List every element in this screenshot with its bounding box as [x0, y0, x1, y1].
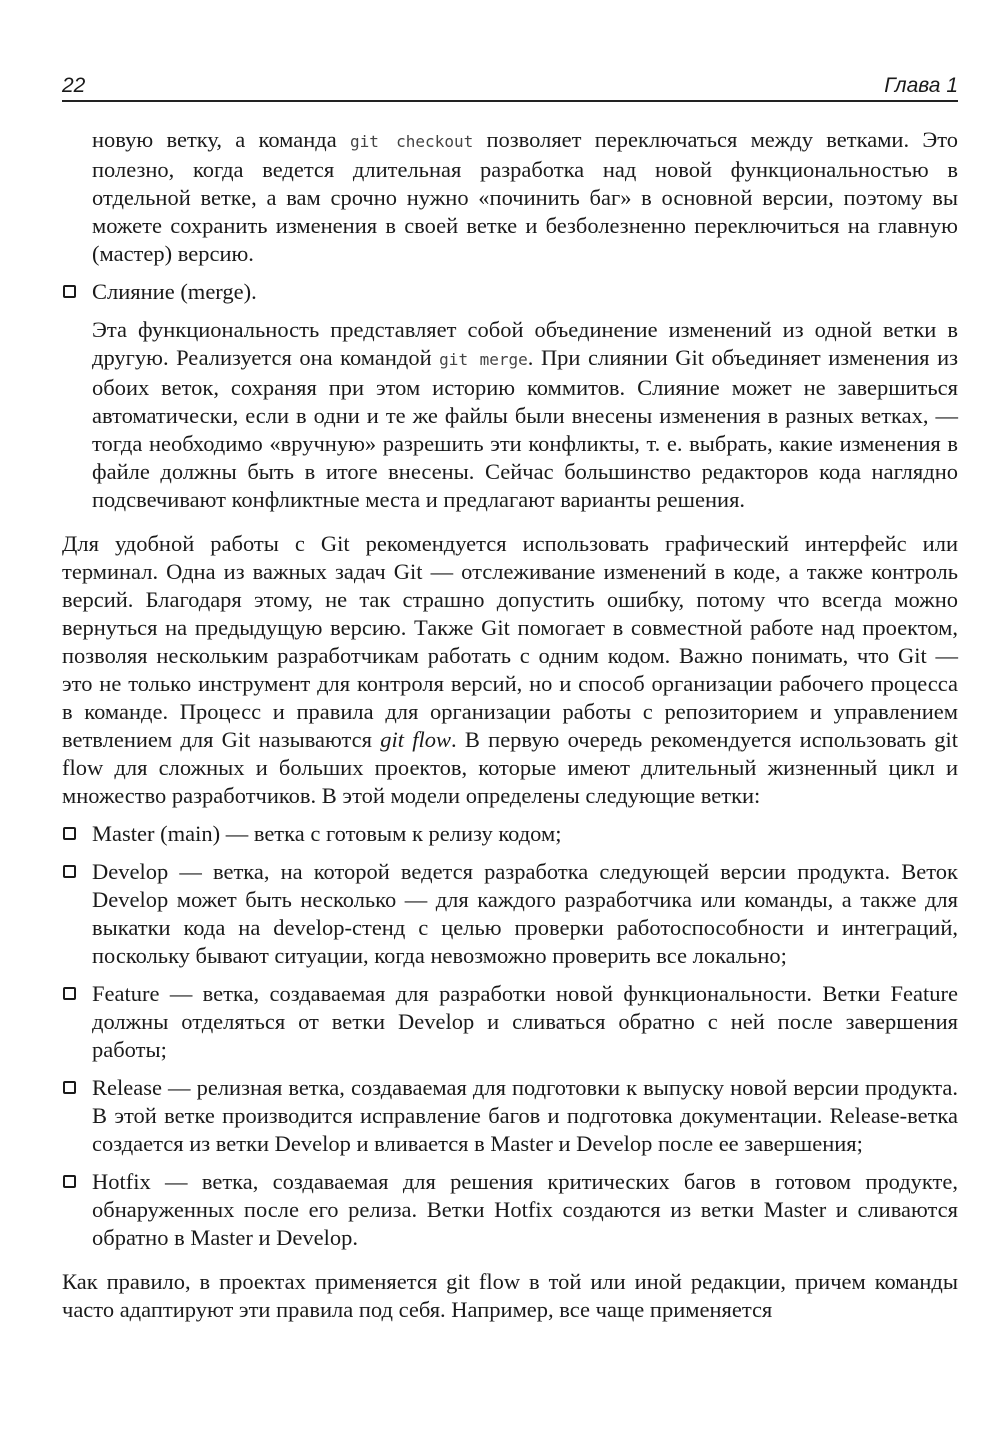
list-item-master: Master (main) — ветка с готовым к релизу кодом;: [62, 820, 958, 848]
checkbox-bullet-icon: [63, 827, 76, 840]
checkbox-bullet-icon: [63, 1081, 76, 1094]
list-item-release: Release — релизная ветка, создаваемая для подготовки к выпуску новой версии продукта. В этой ветке производится исправление багов и подготовка документации. Release-ветка создается из ветки Develop и вливается в Master и Develop после ее завершения;: [62, 1074, 958, 1158]
code-git-merge: git merge: [439, 350, 528, 369]
page-number: 22: [62, 74, 86, 97]
list-item-feature: Feature — ветка, создаваемая для разработки новой функциональности. Ветки Feature должны отделяться от ветки Develop и сливаться обратно с ней после завершения работы;: [62, 980, 958, 1064]
checkbox-bullet-icon: [63, 987, 76, 1000]
paragraph-git-flow: Для удобной работы с Git рекомендуется использовать графический интерфейс или терминал. Одна из важных задач Git — отслеживание изменений в коде, а также контроль версий. Благодаря этому, не так страшно допустить ошибку, потому что всегда можно вернуться на предыдущую версию. Также Git помогает в совместной работе над проектом, позволяя нескольким разработчикам работать с одним кодом. Важно понимать, что Git — это не только инструмент для контроля версий, но и способ организации рабочего процесса в команде. Процесс и правила для организации работы с репозиторием и управлением ветвлением для Git называются git flow. В первую очередь рекомендуется использовать git flow для сложных и больших проектов, которые имеют длительный жизненный цикл и множество разработчиков. В этой модели определены следующие ветки:: [62, 531, 958, 808]
paragraph-final: Как правило, в проектах применяется git flow в той или иной редакции, причем команды часто адаптируют эти правила под себя. Например, все чаще применяется: [62, 1269, 958, 1322]
term-git-flow: git flow: [380, 727, 452, 752]
paragraph-checkout: новую ветку, а команда git checkout позволяет переключаться между ветками. Это полезно, когда ведется длительная разработка над новой функциональностью в отдельной ветке, а вам срочно нужно «починить баг» в основной версии, поэтому вы можете сохранить изменения в своей ветке и безболезненно переключиться на главную (мастер) версию.: [92, 127, 959, 266]
list-item-develop: Develop — ветка, на которой ведется разработка следующей версии продукта. Веток Develop может быть несколько — для каждого разработчика или команды, а также для выкатки кода на develop-стенд с целью проверки работоспособности и интеграций, поскольку бывают ситуации, когда невозможно проверить все локально;: [62, 858, 958, 970]
paragraph-merge: Эта функциональность представляет собой объединение изменений из одной ветки в другую. Реализуется она командой git merge. При слиянии Git объединяет изменения из обоих веток, сохраняя при этом историю коммитов. Слияние может не завершиться автоматически, если в одни и те же файлы были внесены изменения в разных ветках, — тогда необходимо «вручную» разрешить эти конфликты, т. е. выбрать, какие изменения в файле должны быть в итоге внесены. Сейчас большинство редакторов кода наглядно подсвечивают конфликтные места и предлагают варианты решения.: [92, 317, 958, 512]
checkbox-bullet-icon: [63, 285, 76, 298]
page-header: [62, 72, 958, 102]
code-git-checkout: git checkout: [349, 132, 474, 151]
list-item-merge: Слияние (merge).: [62, 278, 958, 306]
list-item-hotfix: Hotfix — ветка, создаваемая для решения критических багов в готовом продукте, обнаруженных после его релиза. Ветки Hotfix создаются из ветки Master и сливаются обратно в Master и Develop.: [62, 1168, 958, 1252]
page-body: [62, 126, 958, 1324]
checkbox-bullet-icon: [63, 1175, 76, 1188]
chapter-title: Глава 1: [884, 74, 958, 97]
checkbox-bullet-icon: [63, 865, 76, 878]
